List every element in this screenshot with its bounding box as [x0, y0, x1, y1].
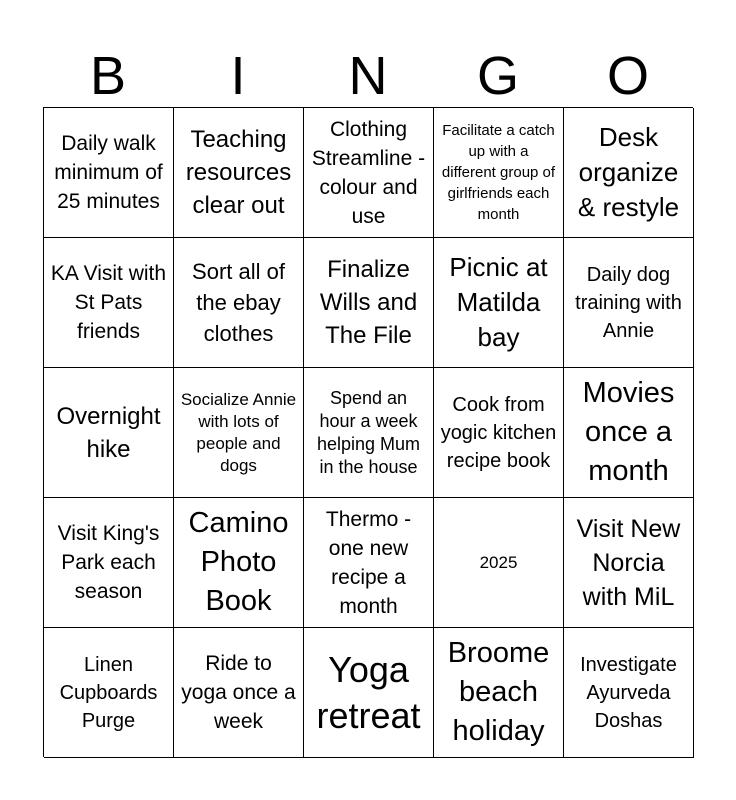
cell-text: Movies once a month	[582, 377, 675, 487]
bingo-cell[interactable]	[44, 628, 174, 758]
bingo-cell[interactable]	[434, 238, 564, 368]
bingo-cell[interactable]	[44, 498, 174, 628]
header-letter-g: G	[476, 46, 519, 106]
cell-text: Visit King's Park each season	[57, 522, 160, 603]
bingo-cell free-space[interactable]	[434, 498, 564, 628]
cell-text: Thermo - one new recipe a month	[325, 507, 412, 618]
bingo-cell[interactable]	[434, 108, 564, 238]
cell-text: KA Visit with St Pats friends	[50, 262, 167, 343]
bingo-header	[43, 44, 693, 108]
cell-text: Ride to yoga once a week	[181, 652, 296, 733]
bingo-cell[interactable]	[564, 368, 694, 498]
bingo-cell[interactable]	[174, 108, 304, 238]
cell-text: Finalize Wills and The File	[319, 256, 418, 349]
cell-text: Daily walk minimum of 25 minutes	[54, 132, 163, 213]
bingo-cell[interactable]	[174, 368, 304, 498]
header-letter-i: I	[230, 46, 246, 106]
bingo-cell[interactable]	[44, 108, 174, 238]
cell-text: Yoga retreat	[316, 648, 421, 736]
cell-text: Daily dog training with Annie	[575, 263, 682, 342]
bingo-cell[interactable]	[304, 368, 434, 498]
bingo-cell[interactable]	[434, 628, 564, 758]
bingo-cell[interactable]	[564, 238, 694, 368]
cell-text: Spend an hour a week helping Mum in the house	[316, 387, 421, 477]
bingo-cell[interactable]	[304, 238, 434, 368]
cell-text: Broome beach holiday	[447, 637, 550, 747]
cell-text: Facilitate a catch up with a different group of girlfriends each month	[441, 122, 556, 223]
cell-text: Teaching resources clear out	[185, 126, 292, 219]
bingo-cell[interactable]	[434, 368, 564, 498]
cell-text: Sort all of the ebay clothes	[192, 259, 285, 346]
cell-text: Linen Cupboards Purge	[59, 653, 158, 732]
bingo-cell[interactable]	[304, 498, 434, 628]
bingo-cell[interactable]	[44, 368, 174, 498]
cell-text: Clothing Streamline - colour and use	[311, 117, 426, 228]
header-letter-n: N	[348, 46, 388, 106]
cell-text: Cook from yogic kitchen recipe book	[440, 393, 557, 472]
header-letter-b: B	[89, 46, 127, 106]
bingo-cell[interactable]	[174, 238, 304, 368]
bingo-cell[interactable]	[564, 628, 694, 758]
bingo-cell[interactable]	[304, 628, 434, 758]
cell-text: Visit New Norcia with MiL	[576, 514, 681, 611]
cell-text: Overnight hike	[56, 402, 161, 463]
bingo-cell[interactable]	[174, 498, 304, 628]
cell-text: Picnic at Matilda bay	[449, 252, 548, 352]
bingo-cell[interactable]	[44, 238, 174, 368]
header-letter-o: O	[606, 46, 649, 106]
cell-text: Desk organize & restyle	[577, 122, 680, 222]
bingo-cell[interactable]	[564, 498, 694, 628]
cell-text: Investigate Ayurveda Doshas	[580, 653, 677, 732]
bingo-cell[interactable]	[174, 628, 304, 758]
bingo-cell[interactable]	[564, 108, 694, 238]
bingo-cell[interactable]	[304, 108, 434, 238]
cell-text: Camino Photo Book	[188, 507, 289, 617]
bingo-grid	[43, 107, 693, 757]
cell-text: Socialize Annie with lots of people and dogs	[180, 389, 297, 475]
cell-text: 2025	[479, 552, 518, 572]
